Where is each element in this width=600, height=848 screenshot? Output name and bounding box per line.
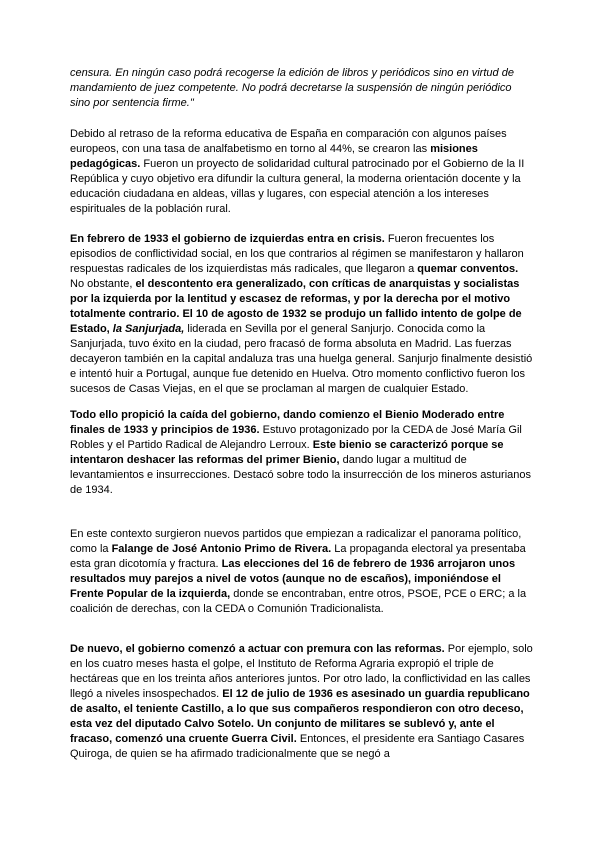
text-run: Debido al retraso de la reforma educativa de España en comparación con algunos países europeos, con una tasa de analfabetismo en torno al 44%, se crearon las: [70, 128, 507, 155]
text-run: No obstante,: [70, 278, 136, 290]
text-run: De nuevo, el gobierno comenzó a actuar con premura con las reformas.: [70, 643, 445, 655]
text-run: Falange de José Antonio Primo de Rivera.: [111, 543, 332, 555]
text-run: Todo ello propició la caída del gobierno, dando comienzo el Bienio Moderado entre finales de 1933 y principios de 1936.: [70, 409, 505, 436]
text-run: El 12 de julio de 1936 es asesinado un guardia republicano de asalto, el teniente Castillo, a lo que sus compañeros respondieron con otro deceso, esta vez del diputado Calvo Sotelo. Un conjunto de militares se sublevó y, ante el fracaso, comenzó una cruente Guerra Civil.: [70, 688, 530, 745]
paragraph-crisis-1933: [70, 232, 534, 397]
text-run: Fueron frecuentes los episodios de conflictividad social, en los que contrarios al régimen se manifestaron y hallaron respuestas radicales de los izquierdistas más radicales, que llegaron a: [70, 233, 524, 275]
text-run: Las elecciones del 16 de febrero de 1936 arrojaron unos resultados muy parejos a nivel de votos (aunque no de escaños), imponiéndose el Frente Popular de la izquierda,: [70, 558, 516, 600]
text-run: Fueron un proyecto de solidaridad cultural patrocinado por el Gobierno de la II República y cuyo objetivo era difundir la cultura general, la moderna orientación docente y la educación ciudadana en aldeas, villas y lugares, con especial atención a los intereses espirituales de la población rural.: [70, 158, 525, 215]
text-run: En este contexto surgieron nuevos partidos que empiezan a radicalizar el panorama político, como la: [70, 528, 522, 555]
text-run: Entonces, el presidente era Santiago Casares Quiroga, de quien se ha afirmado tradicionalmente que se negó a: [70, 733, 525, 760]
text-run: Estuvo protagonizado por la CEDA de José María Gil Robles y el Partido Radical de Alejandro Lerroux.: [70, 424, 522, 451]
page-body: [70, 66, 534, 762]
text-run: la Sanjurjada,: [112, 323, 185, 335]
text-run: En febrero de 1933 el gobierno de izquierdas entra en crisis.: [70, 233, 385, 245]
paragraph-quote-continuation: [70, 66, 534, 111]
text-run: donde se encontraban, entre otros, PSOE, PCE o ERC; a la coalición de derechas, con la CEDA o Comunión Tradicionalista.: [70, 588, 527, 615]
text-run: misiones pedagógicas.: [70, 143, 478, 170]
text-run: censura. En ningún caso podrá recogerse la edición de libros y periódicos sino en virtud de mandamiento de juez competente. No podrá decretarse la suspensión de ningún periódico sino por sentencia firme.": [70, 67, 514, 109]
text-run: el descontento era generalizado, con críticas de anarquistas y socialistas por la izquierda por la lentitud y escasez de reformas, y por la derecha por el motivo totalmente contrario. El 10 de agosto de 1932 se produjo un fallido intento de golpe de Estado,: [70, 278, 522, 335]
text-run: La propaganda electoral ya presentaba esta gran dicotomía y fractura.: [70, 543, 526, 570]
text-run: Este bienio se caracterizó porque se intentaron deshacer las reformas del primer Bienio,: [70, 439, 504, 466]
text-run: Por ejemplo, solo en los cuatro meses hasta el golpe, el Instituto de Reforma Agraria expropió el triple de hectáreas que en los treinta años anteriores juntos. Por otro lado, la conflictividad en las calles llegó a niveles insospechados.: [70, 643, 533, 700]
paragraph-elecciones-1936: [70, 527, 534, 617]
paragraph-guerra-civil: [70, 642, 534, 762]
text-run: quemar conventos.: [417, 263, 519, 275]
text-run: dando lugar a multitud de levantamientos e insurrecciones. Destacó sobre todo la insurrección de los mineros asturianos de 1934.: [70, 454, 532, 496]
paragraph-misiones-pedagogicas: [70, 127, 534, 217]
paragraph-bienio-moderado: [70, 408, 534, 498]
text-run: liderada en Sevilla por el general Sanjurjo. Conocida como la Sanjurjada, tuvo éxito en la ciudad, pero fracasó de forma absoluta en Madrid. Las fuerzas decayeron también en la capital andaluza tras una huelga general. Sanjurjo finalmente desistió e intentó huir a Portugal, aunque fue detenido en Huelva. Otro momento conflictivo fueron los sucesos de Casas Viejas, en el que se proclaman al margen de cualquier Estado.: [70, 323, 533, 395]
